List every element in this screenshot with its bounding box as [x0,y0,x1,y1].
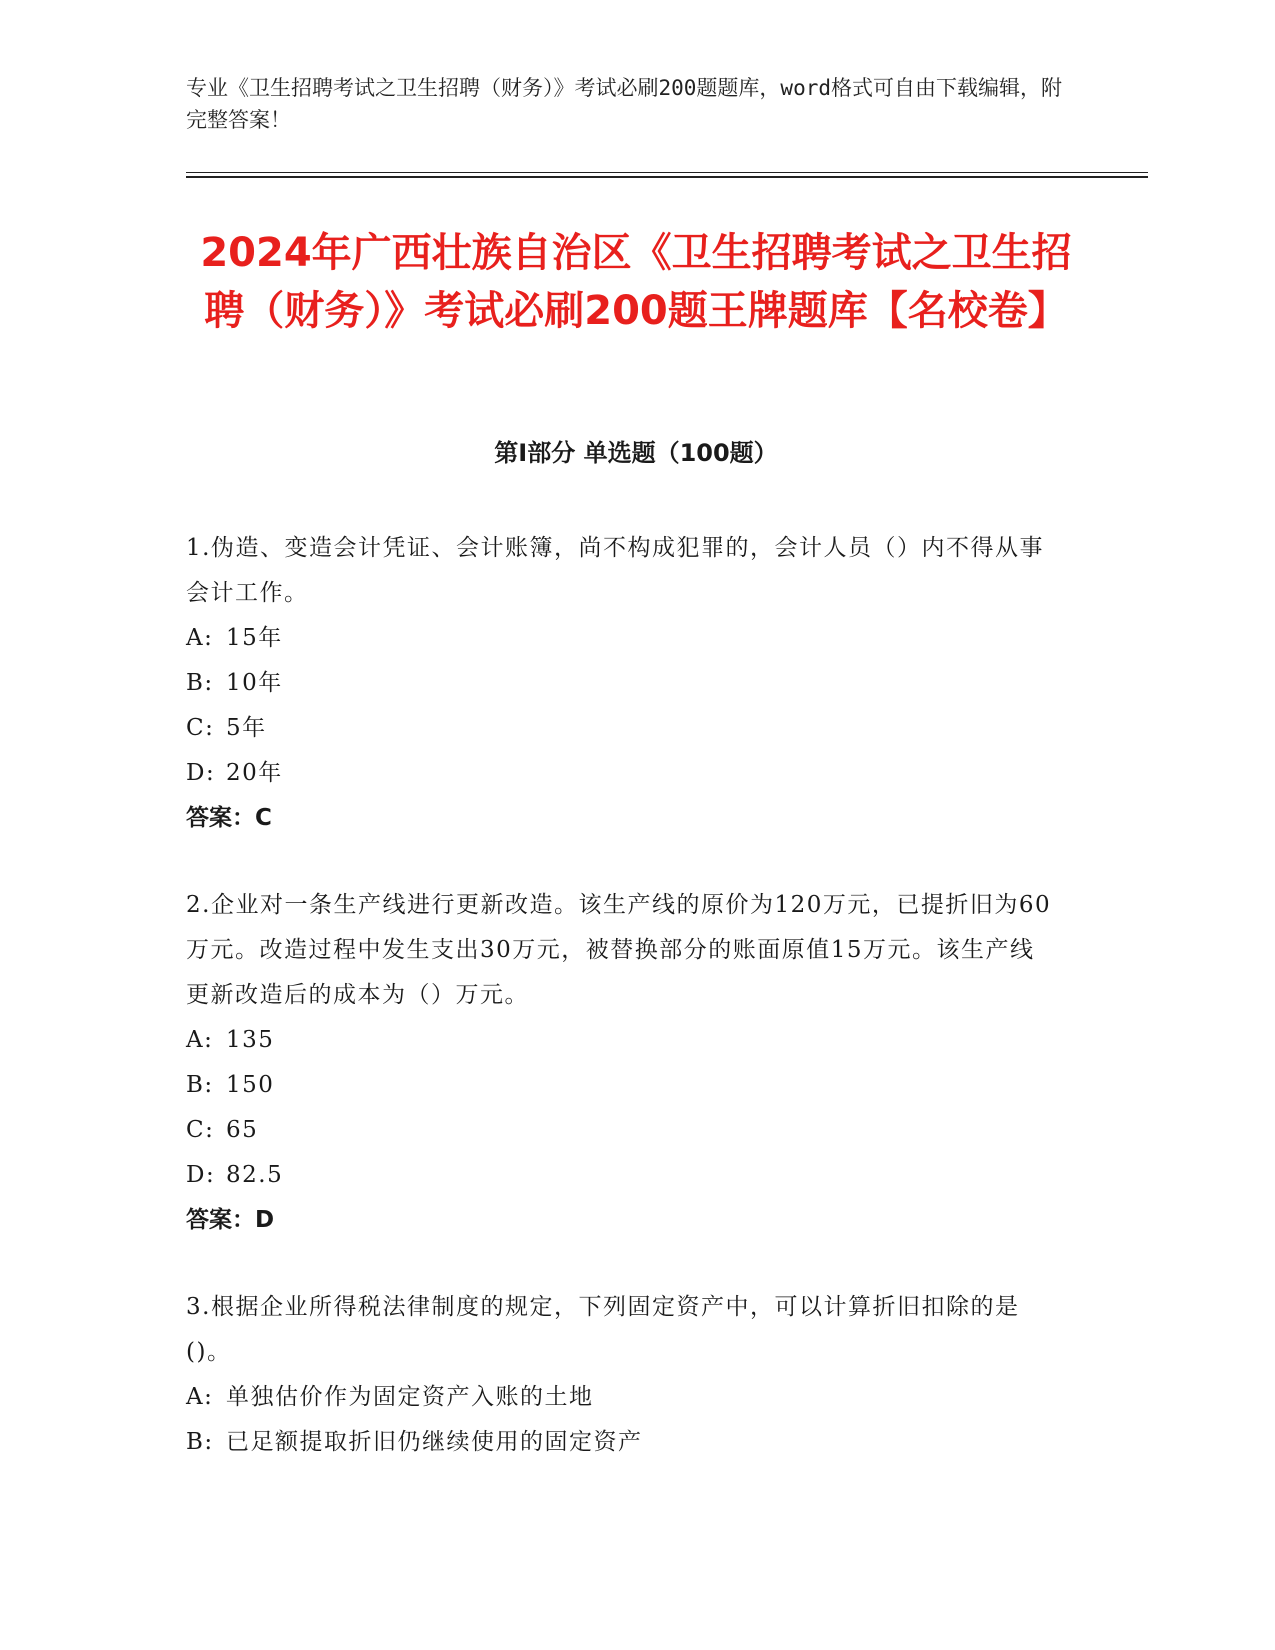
option-letter: D: [186,1162,216,1188]
option-letter: B: [186,670,214,696]
option-text: 已足额提取折旧仍继续使用的固定资产 [226,1429,643,1455]
option-text: 10年 [226,670,283,696]
question-option [186,1108,1056,1153]
option-letter: C: [186,715,215,741]
question-stem: 3.根据企业所得税法律制度的规定，下列固定资产中，可以计算折旧扣除的是()。 [186,1294,1020,1365]
question-option [186,1375,1056,1420]
option-letter: A: [186,1384,214,1410]
option-letter: D: [186,760,216,786]
option-text: 单独估价作为固定资产入账的土地 [226,1384,594,1410]
question-option [186,616,1056,661]
question-option [186,1153,1056,1198]
header-rule-thick [186,176,1148,178]
option-text: 135 [226,1027,275,1053]
question-option [186,1420,1056,1465]
question-option [186,751,1056,796]
question-answer: 答案：D [186,1207,275,1233]
option-text: 20年 [226,760,283,786]
question-list [186,526,1056,1507]
option-text: 82.5 [226,1162,284,1188]
option-letter: A: [186,625,214,651]
option-letter: B: [186,1072,214,1098]
option-text: 5年 [226,715,267,741]
question-option [186,1063,1056,1108]
option-letter: C: [186,1117,215,1143]
option-letter: A: [186,1027,214,1053]
question-option [186,1018,1056,1063]
section-title: 第Ⅰ部分 单选题（100题） [494,439,778,467]
option-letter: B: [186,1429,214,1455]
question-answer: 答案：C [186,805,272,831]
option-text: 65 [226,1117,259,1143]
option-text: 15年 [226,625,283,651]
question-item [186,526,1056,841]
question-item [186,1285,1056,1465]
document-title: 2024年广西壮族自治区《卫生招聘考试之卫生招聘（财务）》考试必刷200题王牌题库【名校卷】 [200,230,1072,334]
question-item [186,883,1056,1243]
header-rule-thin [186,172,1148,173]
question-option [186,661,1056,706]
header-note: 专业《卫生招聘考试之卫生招聘（财务）》考试必刷200题题库，word格式可自由下载编辑，附完整答案！ [186,76,1062,132]
question-stem: 2.企业对一条生产线进行更新改造。该生产线的原价为120万元，已提折旧为60万元。改造过程中发生支出30万元，被替换部分的账面原值15万元。该生产线更新改造后的成本为（）万元。 [186,892,1052,1008]
question-stem: 1.伪造、变造会计凭证、会计账簿，尚不构成犯罪的，会计人员（）内不得从事会计工作。 [186,535,1044,606]
option-text: 150 [226,1072,275,1098]
question-option [186,706,1056,751]
